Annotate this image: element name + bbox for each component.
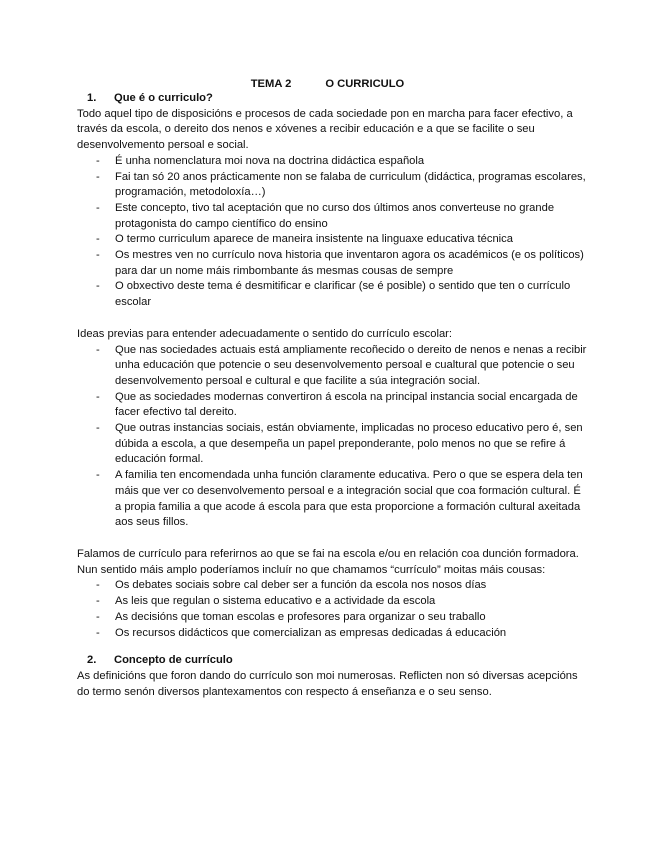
document-body xyxy=(77,91,587,700)
spacer xyxy=(77,641,587,653)
curriculo-definition: Falamos de currículo para referirnos ao que se fai na escola e/ou en relación coa dunción formadora. xyxy=(77,547,579,560)
list-item: - Fai tan só 20 anos prácticamente non se falaba de curriculum (didáctica, programas escolares, programación, metodoloxía…) xyxy=(115,170,587,201)
list-item: - O obxectivo deste tema é desmitificar e clarificar (se é posible) o sentido que ten o currículo escolar xyxy=(115,279,587,310)
list-item: - O termo curriculum aparece de maneira insistente na linguaxe educativa técnica xyxy=(115,232,587,248)
broad-sense-intro: Nun sentido máis amplo poderíamos incluír no que chamamos “currículo” moitas máis cousas: xyxy=(77,563,546,576)
ideas-intro: Ideas previas para entender adecuadamente o sentido do currículo escolar: xyxy=(77,327,453,340)
section-2-heading xyxy=(77,653,587,669)
section-1-heading xyxy=(77,91,587,107)
broad-sense-list xyxy=(77,578,587,641)
list-item: - Que nas sociedades actuais está ampliamente recoñecido o dereito de nenos e nenas a recibir unha educación que potencie o seu desenvolvemento persoal e cualtural que potencie o seu desenvolvemento persoal e cultural e que facilite a súa integración social. xyxy=(115,343,587,390)
list-item: - Os recursos didácticos que comercializan as empresas dedicadas á educación xyxy=(115,626,587,642)
section-1-list xyxy=(77,154,587,311)
list-item: - É unha nomenclatura moi nova na doctrina didáctica española xyxy=(115,154,587,170)
list-item: - Os mestres ven no currículo nova historia que inventaron agora os académicos (e os políticos) para dar un nome máis rimbombante ás mesmas cousas de sempre xyxy=(115,248,587,279)
list-item: - As decisións que toman escolas e profesores para organizar o seu traballo xyxy=(115,610,587,626)
list-item: - Este concepto, tivo tal aceptación que no curso dos últimos anos converteuse no grande protagonista do campo científico do ensino xyxy=(115,201,587,232)
spacer xyxy=(77,531,587,547)
section-2-title: Concepto de currículo xyxy=(114,654,233,667)
section-1-intro: Todo aquel tipo de disposicións e procesos de cada sociedade pon en marcha para facer efectivo, a través da escola, o dereito dos nenos e xóvenes a recibir educación e a que se facilite o seu desenvolvemento persoal e social. xyxy=(77,107,573,152)
list-item: - Os debates sociais sobre cal deber ser a función da escola nos nosos días xyxy=(115,578,587,594)
list-item: - Que outras instancias sociais, están obviamente, implicadas no proceso educativo pero é, sen dúbida a escola, a que desempeña un papel preponderante, polo menos no que se refire á educación formal. xyxy=(115,421,587,468)
section-1-number: 1. xyxy=(87,92,97,104)
title-topic-name: O CURRICULO xyxy=(325,78,405,90)
section-2-number: 2. xyxy=(87,654,97,667)
section-1-title: Que é o curriculo? xyxy=(114,92,213,104)
list-item: - Que as sociedades modernas convertiron á escola na principal instancia social encargada de facer efectivo tal dereito. xyxy=(115,390,587,421)
title-topic-number: TEMA 2 xyxy=(250,78,292,90)
ideas-list xyxy=(77,343,587,531)
spacer xyxy=(77,311,587,327)
document-title xyxy=(0,76,655,92)
section-2-text: As definicións que foron dando do currículo son moi numerosas. Reflicten non só diversas acepcións do termo senón diversos plantexamentos con respecto á enseñanza e o seu senso. xyxy=(77,669,578,698)
list-item: - A familia ten encomendada unha función claramente educativa. Pero o que se espera dela ten máis que ver co desenvolvemento persoal e a integración social que coa formación cultural. É a propia familia a que acode á escola para que esta proporcione a formación cultural axeitada aos seus fillos. xyxy=(115,468,587,531)
list-item: - As leis que regulan o sistema educativo e a actividade da escola xyxy=(115,594,587,610)
